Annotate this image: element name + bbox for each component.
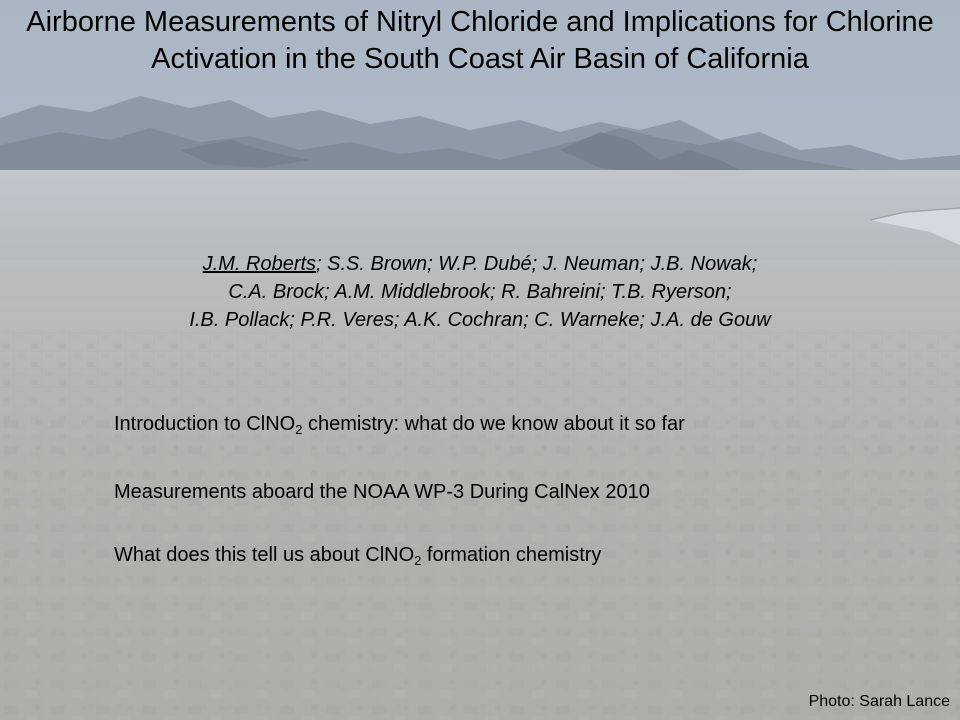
- outline-item-introduction: Introduction to ClNO$_2$ chemistry: what do we know about it so far: [114, 413, 685, 437]
- outline-item-formation-chemistry: What does this tell us about ClNO$_2$ formation chemistry: [114, 544, 602, 568]
- author-list: [20, 250, 940, 334]
- presenting-author: J.M. Roberts: [202, 253, 317, 275]
- author-line-1: [20, 250, 940, 278]
- slide-title: Airborne Measurements of Nitryl Chloride and Implications for Chlorine Activation in the South Coast Air Basin of California: [26, 6, 934, 75]
- author-line-2: C.A. Brock; A.M. Middlebrook; R. Bahreini; T.B. Ryerson;: [228, 281, 732, 303]
- author-line-3: I.B. Pollack; P.R. Veres; A.K. Cochran; C. Warneke; J.A. de Gouw: [189, 309, 771, 331]
- photo-credit: Photo: Sarah Lance: [808, 693, 950, 710]
- author-line-1-rest: ; S.S. Brown; W.P. Dubé; J. Neuman; J.B. Nowak;: [316, 253, 758, 275]
- outline-item-measurements: Measurements aboard the NOAA WP-3 During CalNex 2010: [114, 481, 650, 503]
